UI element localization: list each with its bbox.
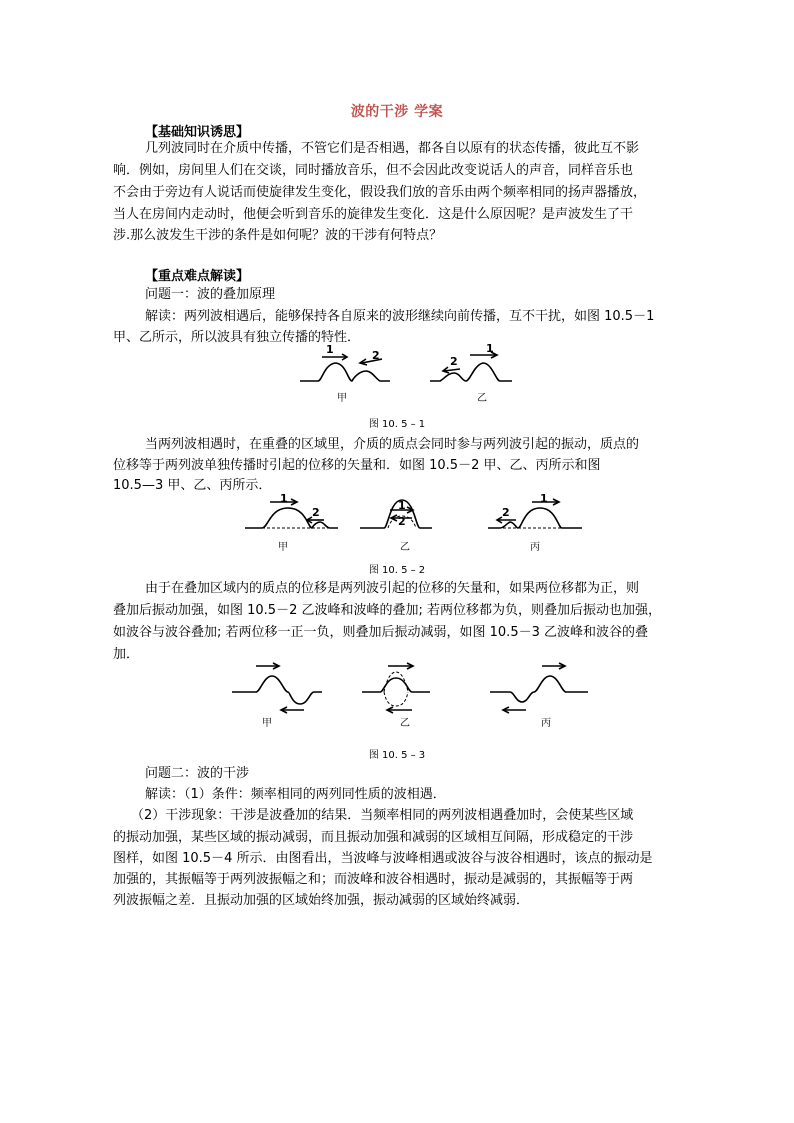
paragraph-line: 几列波同时在介质中传播，不管它们是否相遇，都各自以原有的状态传播，彼此互不影: [145, 141, 640, 156]
wave-mark: 2: [312, 506, 320, 519]
paragraph-line: 解读：两列波相遇后，能够保持各自原来的波形继续向前传播，互不干扰，如图 10.5－1: [145, 309, 655, 324]
figure-caption: 图 10. 5 – 3: [368, 750, 426, 761]
wave-mark: 2: [398, 515, 406, 528]
figure-label: 乙: [400, 542, 410, 553]
figure-label: 乙: [400, 718, 410, 729]
figure-label: 甲: [278, 542, 288, 553]
paragraph-line: 列波振幅之差．且振动加强的区域始终加强，振动减弱的区域始终减弱．: [113, 893, 530, 908]
paragraph-line: 加．: [113, 647, 140, 662]
wave-mark: 2: [502, 506, 510, 519]
figure-10-5-3: [228, 660, 598, 732]
page-title: 波的干涉 学案: [350, 104, 444, 120]
figure-10-5-2: [240, 494, 600, 556]
figure-10-5-1: [290, 343, 530, 408]
figure-label: 丙: [530, 542, 540, 553]
wave-mark: 2: [372, 349, 380, 362]
section-heading-basics: 【基础知识诱思】: [145, 125, 250, 140]
section-heading-key-points: 【重点难点解读】: [145, 269, 250, 284]
question-title: 问题一：波的叠加原理: [145, 287, 276, 302]
paragraph-line: 响．例如，房间里人们在交谈，同时播放音乐，但不会因此改变说话人的声音，同样音乐也: [113, 163, 634, 178]
wave-mark: 1: [540, 494, 548, 505]
wave-mark: 2: [450, 355, 458, 368]
wave-mark: 1: [280, 494, 288, 505]
figure-caption: 图 10. 5 – 2: [368, 565, 426, 576]
wave-yi: [430, 363, 512, 381]
question-title: 问题二：波的干涉: [145, 766, 250, 781]
paragraph-line: （2）干涉现象：干涉是波叠加的结果．当频率相同的两列波相遇叠加时，会使某些区域: [131, 808, 634, 823]
paragraph-line: 由于在叠加区域内的质点的位移是两列波引起的位移的矢量和，如果两位移都为正，则: [145, 581, 640, 596]
paragraph-line: 的振动加强，某些区域的振动减弱，而且振动加强和减弱的区域相互间隔，形成稳定的干涉: [113, 830, 634, 845]
paragraph-line: 涉.那么波发生干涉的条件是如何呢？波的干涉有何特点？: [113, 228, 443, 243]
wave-mark: 1: [486, 343, 494, 355]
figure-label: 甲: [262, 718, 272, 729]
paragraph-line: 叠加后振动加强，如图 10.5－2 乙波峰和波峰的叠加; 若两位移都为负，则叠加后振动也加强，: [113, 603, 661, 618]
paragraph-line: 当两列波相遇时，在重叠的区域里，介质的质点会同时参与两列波引起的振动，质点的: [145, 437, 640, 452]
wave-jia: [300, 363, 390, 381]
paragraph-line: 如波谷与波谷叠加; 若两位移一正一负，则叠加后振动减弱，如图 10.5－3 乙波峰和波谷的叠: [113, 625, 648, 640]
paragraph-line: 不会由于旁边有人说话而使旋律发生变化，假设我们放的音乐由两个频率相同的扬声器播放，: [113, 185, 647, 200]
figure-label: 乙: [477, 393, 487, 404]
wave-mark: 1: [326, 343, 334, 356]
wave-mark: 1: [398, 499, 406, 512]
paragraph-line: 10.5—3 甲、乙、丙所示．: [113, 478, 272, 493]
paragraph-line: 加强的，其振幅等于两列波振幅之和；而波峰和波谷相遇时，振动是减弱的，其振幅等于两: [113, 872, 634, 887]
paragraph-line: 当人在房间内走动时，他便会听到音乐的旋律发生变化．这是什么原因呢？是声波发生了干: [113, 207, 634, 222]
paragraph-line: 甲、乙所示，所以波具有独立传播的特性．: [113, 330, 361, 345]
figure-label: 丙: [541, 718, 551, 729]
paragraph-line: 位移等于两列波单独传播时引起的位移的矢量和．如图 10.5－2 甲、乙、丙所示和图: [113, 458, 601, 473]
paragraph-line: 图样，如图 10.5－4 所示．由图看出，当波峰与波峰相遇或波谷与波谷相遇时，该点的振动是: [113, 851, 653, 866]
figure-caption: 图 10. 5 – 1: [368, 419, 426, 430]
figure-label: 甲: [337, 393, 347, 404]
paragraph-line: 解读：（1）条件：频率相同的两列同性质的波相遇．: [145, 787, 446, 802]
